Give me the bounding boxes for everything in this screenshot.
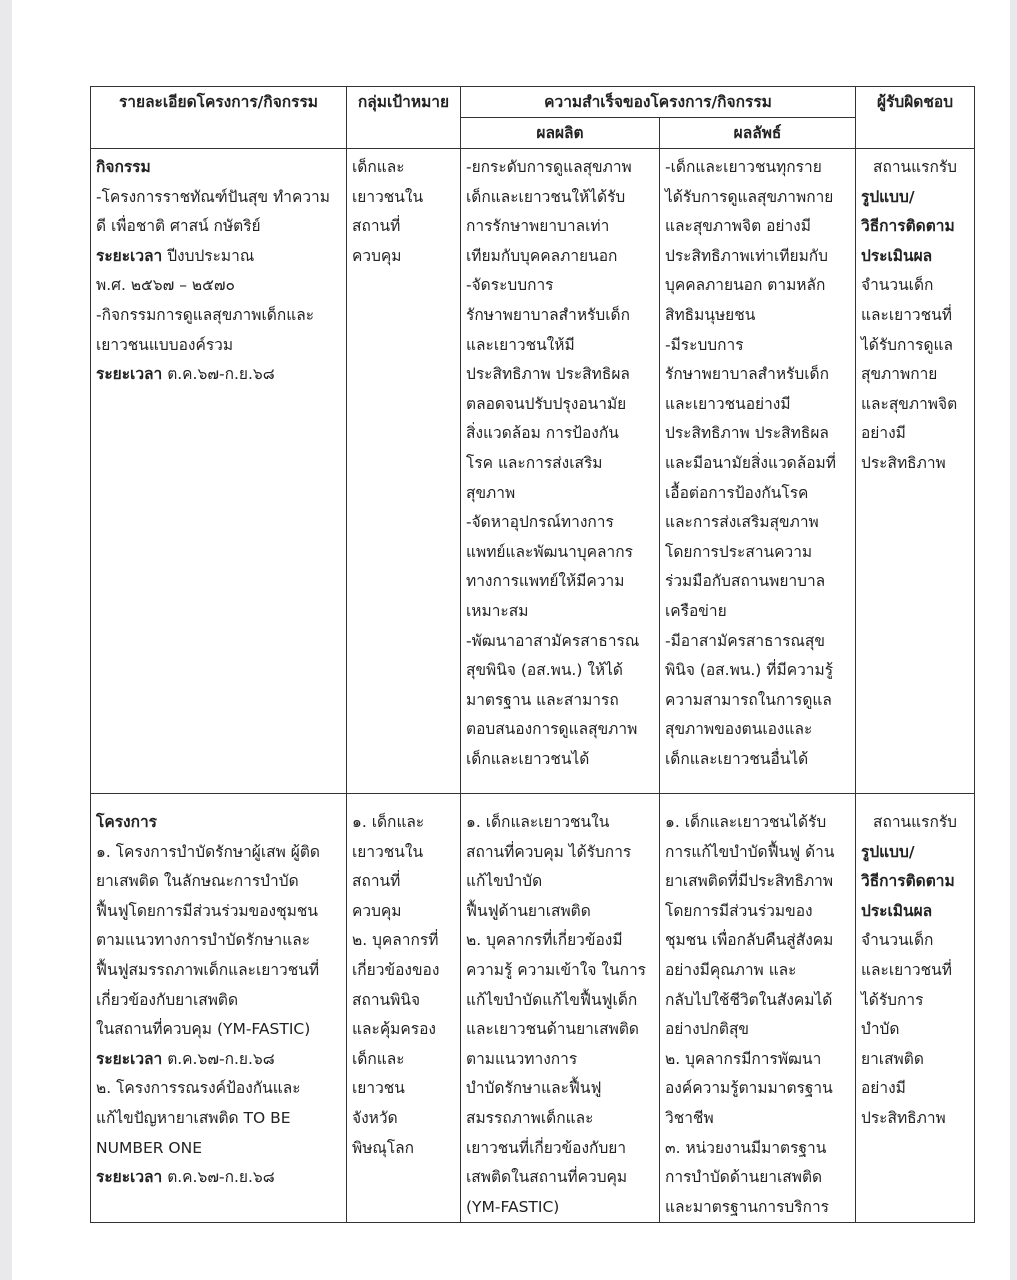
output-cell <box>461 149 660 794</box>
outcome-line: ได้รับการดูแลสุขภาพกาย <box>665 187 834 206</box>
outcome-line: ๓. หน่วยงานมีมาตรฐาน <box>665 1138 827 1157</box>
outcome-line: เครือข่าย <box>665 601 727 620</box>
outcome-line: ชุมชน เพื่อกลับคืนสู่สังคม <box>665 931 834 950</box>
output-line: สุขพินิจ (อส.พน.) ให้ได้ <box>466 661 623 680</box>
output-line: ความรู้ ความเข้าใจ ในการ <box>466 960 646 979</box>
responsible-line: อย่างมี <box>861 424 906 443</box>
document-page <box>12 0 1010 1280</box>
outcome-line: พินิจ (อส.พน.) ที่มีความรู้ <box>665 661 834 680</box>
outcome-line: ยาเสพติดที่มีประสิทธิภาพ <box>665 872 834 891</box>
output-line: เยาวชนที่เกี่ยวข้องกับยา <box>466 1138 627 1157</box>
output-line: ประสิทธิภาพ ประสิทธิผล <box>466 365 630 384</box>
header-details: รายละเอียดโครงการ/กิจกรรม <box>91 87 347 149</box>
outcome-line: -เด็กและเยาวชนทุกราย <box>665 158 822 176</box>
details-line: ดี เพื่อชาติ ศาสน์ กษัตริย์ <box>96 217 261 236</box>
details-line: ๑. โครงการบำบัดรักษาผู้เสพ ผู้ติด <box>96 842 320 861</box>
target-line: และคุ้มครอง <box>352 1020 436 1039</box>
responsible-line: จำนวนเด็ก <box>861 931 934 950</box>
output-line: เหมาะสม <box>466 601 529 620</box>
target-cell <box>347 149 461 794</box>
responsible-line: ประสิทธิภาพ <box>861 1108 946 1127</box>
responsible-line: ประสิทธิภาพ <box>861 453 946 472</box>
output-line: ๑. เด็กและเยาวชนใน <box>466 813 610 831</box>
responsible-line: และสุขภาพจิต <box>861 394 958 413</box>
details-line: ตามแนวทางการบำบัดรักษาและ <box>96 931 311 950</box>
outcome-line: โดยการประสานความ <box>665 542 813 561</box>
responsible-cell <box>856 794 975 1223</box>
outcome-line: และมีอนามัยสิ่งแวดล้อมที่ <box>665 453 836 472</box>
details-line <box>96 1045 341 1075</box>
output-line: และเยาวชนให้มี <box>466 335 575 354</box>
details-line: -กิจกรรมการดูแลสุขภาพเด็กและ <box>96 305 315 324</box>
period-value: ต.ค.๖๗-ก.ย.๖๘ <box>162 365 275 384</box>
outcome-line: เด็กและเยาวชนอื่นได้ <box>665 749 809 768</box>
outcome-line: อย่างปกติสุข <box>665 1020 750 1039</box>
output-line: เด็กและเยาวชนได้ <box>466 749 590 768</box>
target-line: สถานพินิจ <box>352 990 421 1009</box>
target-line: สถานที่ <box>352 872 401 891</box>
header-responsible: ผู้รับผิดชอบ <box>856 87 975 149</box>
outcome-line: วิชาชีพ <box>665 1108 714 1127</box>
details-line: ๒. โครงการรณรงค์ป้องกันและ <box>96 1079 301 1098</box>
output-line: แก้ไขบำบัด <box>466 872 543 891</box>
details-line: พ.ศ. ๒๕๖๗ – ๒๕๗๐ <box>96 276 235 295</box>
output-line: สิ่งแวดล้อม การป้องกัน <box>466 424 619 443</box>
responsible-line: อย่างมี <box>861 1079 906 1098</box>
target-line: จังหวัด <box>352 1108 398 1127</box>
details-line: กิจกรรม <box>96 158 151 176</box>
outcome-line: และการส่งเสริมสุขภาพ <box>665 513 819 532</box>
responsible-line: รูปแบบ/ <box>861 842 915 861</box>
details-line: เกี่ยวข้องกับยาเสพติด <box>96 990 239 1009</box>
target-line: เด็กและ <box>352 158 405 176</box>
outcome-line: การแก้ไขบำบัดฟื้นฟู ด้าน <box>665 842 835 861</box>
outcome-line: และสุขภาพจิต อย่างมี <box>665 217 811 236</box>
output-line: (YM-FASTIC) <box>466 1197 560 1216</box>
output-line: เด็กและเยาวชนให้ได้รับ <box>466 187 626 206</box>
details-line: ฟื้นฟูสมรรถภาพเด็กและเยาวชนที่ <box>96 960 320 979</box>
period-value: ปีงบประมาณ <box>162 246 255 265</box>
period-label: ระยะเวลา <box>96 1049 163 1068</box>
table-row <box>91 149 975 794</box>
output-line: แพทย์และพัฒนาบุคลากร <box>466 542 633 561</box>
target-line: เยาวชน <box>352 1079 405 1098</box>
target-line: เยาวชนใน <box>352 842 424 861</box>
responsible-cell <box>856 149 975 794</box>
outcome-line: ประสิทธิภาพเท่าเทียมกับ <box>665 246 829 265</box>
target-line: ๑. เด็กและ <box>352 813 425 831</box>
responsible-line: และเยาวชนที่ <box>861 305 952 324</box>
target-cell <box>347 794 461 1223</box>
details-line: ฟื้นฟูโดยการมีส่วนร่วมของชุมชน <box>96 901 318 920</box>
target-line: สถานที่ <box>352 217 401 236</box>
outcome-line: บุคคลภายนอก ตามหลัก <box>665 276 826 295</box>
responsible-line: ประเมินผล <box>861 246 933 265</box>
responsible-line: สถานแรกรับ <box>872 158 957 176</box>
details-line: ยาเสพติด ในลักษณะการบำบัด <box>96 872 299 891</box>
table-row <box>91 794 975 1223</box>
target-line: พิษณุโลก <box>352 1138 415 1157</box>
details-line: NUMBER ONE <box>96 1138 203 1157</box>
header-success: ความสำเร็จของโครงการ/กิจกรรม <box>461 87 856 118</box>
output-line: ๒. บุคลากรที่เกี่ยวข้องมี <box>466 931 623 950</box>
responsible-line: ได้รับการดูแล <box>861 335 953 354</box>
output-line: ตลอดจนปรับปรุงอนามัย <box>466 394 627 413</box>
outcome-line: กลับไปใช้ชีวิตในสังคมได้ <box>665 990 833 1009</box>
output-line: ตามแนวทางการ <box>466 1049 578 1068</box>
period-label: ระยะเวลา <box>96 246 163 265</box>
output-line: -จัดระบบการ <box>466 276 554 295</box>
responsible-line: สุขภาพกาย <box>861 365 938 384</box>
responsible-line: วิธีการติดตาม <box>861 872 955 891</box>
output-line: และเยาวชนด้านยาเสพติด <box>466 1020 639 1039</box>
outcome-line: เอื้อต่อการป้องกันโรค <box>665 483 809 502</box>
period-label: ระยะเวลา <box>96 365 163 384</box>
responsible-line: บำบัด <box>861 1020 900 1039</box>
output-line: มาตรฐาน และสามารถ <box>466 690 619 709</box>
project-table <box>90 86 975 1223</box>
outcome-line: รักษาพยาบาลสำหรับเด็ก <box>665 365 829 384</box>
period-value: ต.ค.๖๗-ก.ย.๖๘ <box>162 1049 275 1068</box>
target-line: ๒. บุคลากรที่ <box>352 931 439 950</box>
outcome-line: -มีระบบการ <box>665 335 744 354</box>
output-line: สุขภาพ <box>466 483 516 502</box>
output-line: ฟื้นฟูด้านยาเสพติด <box>466 901 591 920</box>
period-label: ระยะเวลา <box>96 1168 163 1187</box>
target-line: ควบคุม <box>352 246 402 265</box>
outcome-cell <box>660 149 856 794</box>
output-line: เทียมกับบุคคลภายนอก <box>466 246 618 265</box>
output-line: บำบัดรักษาและฟื้นฟู <box>466 1079 602 1098</box>
table-header-row <box>91 87 975 118</box>
outcome-line: ความสามารถในการดูแล <box>665 690 832 709</box>
output-line: -จัดหาอุปกรณ์ทางการ <box>466 513 614 532</box>
output-line: สถานที่ควบคุม ได้รับการ <box>466 842 632 861</box>
responsible-line: สถานแรกรับ <box>872 813 957 831</box>
output-line: -ยกระดับการดูแลสุขภาพ <box>466 158 632 176</box>
target-line: เยาวชนใน <box>352 187 424 206</box>
target-line: เด็กและ <box>352 1049 405 1068</box>
outcome-line: อย่างมีคุณภาพ และ <box>665 960 797 979</box>
outcome-line: ร่วมมือกับสถานพยาบาล <box>665 572 826 591</box>
output-line: แก้ไขบำบัดแก้ไขฟื้นฟูเด็ก <box>466 990 638 1009</box>
header-output: ผลผลิต <box>461 118 660 149</box>
responsible-line: จำนวนเด็ก <box>861 276 934 295</box>
outcome-line: ๑. เด็กและเยาวชนได้รับ <box>665 813 827 831</box>
output-cell <box>461 794 660 1223</box>
details-line: แก้ไขปัญหายาเสพติด TO BE <box>96 1108 291 1127</box>
output-line: การรักษาพยาบาลเท่า <box>466 217 610 236</box>
output-line: โรค และการส่งเสริม <box>466 453 603 472</box>
responsible-line: วิธีการติดตาม <box>861 217 955 236</box>
details-line: -โครงการราชทัณฑ์ปันสุข ทำความ <box>96 187 330 206</box>
period-value: ต.ค.๖๗-ก.ย.๖๘ <box>162 1168 275 1187</box>
target-line: ควบคุม <box>352 901 402 920</box>
details-cell <box>91 149 347 794</box>
outcome-line: ประสิทธิภาพ ประสิทธิผล <box>665 424 829 443</box>
outcome-line: โดยการมีส่วนร่วมของ <box>665 901 813 920</box>
header-outcome: ผลลัพธ์ <box>660 118 856 149</box>
details-line <box>96 360 341 390</box>
details-line <box>96 1163 341 1193</box>
output-line: ทางการแพทย์ให้มีความ <box>466 572 625 591</box>
details-line <box>96 242 341 272</box>
outcome-line: และเยาวชนอย่างมี <box>665 394 791 413</box>
outcome-line: และมาตรฐานการบริการ <box>665 1197 829 1216</box>
output-line: เสพติดในสถานที่ควบคุม <box>466 1168 628 1187</box>
output-line: รักษาพยาบาลสำหรับเด็ก <box>466 305 630 324</box>
output-line: -พัฒนาอาสามัครสาธารณ <box>466 631 640 650</box>
details-line: โครงการ <box>96 813 158 831</box>
outcome-line: การบำบัดด้านยาเสพติด <box>665 1168 823 1187</box>
output-line: ตอบสนองการดูแลสุขภาพ <box>466 720 638 739</box>
responsible-line: ประเมินผล <box>861 901 933 920</box>
outcome-line: สิทธิมนุษยชน <box>665 305 756 324</box>
target-line: เกี่ยวข้องของ <box>352 960 440 979</box>
responsible-line: ยาเสพติด <box>861 1049 924 1068</box>
outcome-line: ๒. บุคลากรมีการพัฒนา <box>665 1049 822 1068</box>
outcome-line: องค์ความรู้ตามมาตรฐาน <box>665 1079 833 1098</box>
outcome-line: -มีอาสามัครสาธารณสุข <box>665 631 825 650</box>
outcome-line: สุขภาพของตนเองและ <box>665 720 813 739</box>
responsible-line: รูปแบบ/ <box>861 187 915 206</box>
details-line: ในสถานที่ควบคุม (YM-FASTIC) <box>96 1020 311 1039</box>
output-line: สมรรถภาพเด็กและ <box>466 1108 594 1127</box>
details-cell <box>91 794 347 1223</box>
header-target-group: กลุ่มเป้าหมาย <box>347 87 461 149</box>
responsible-line: และเยาวชนที่ <box>861 960 952 979</box>
details-line: เยาวชนแบบองค์รวม <box>96 335 234 354</box>
responsible-line: ได้รับการ <box>861 990 924 1009</box>
outcome-cell <box>660 794 856 1223</box>
